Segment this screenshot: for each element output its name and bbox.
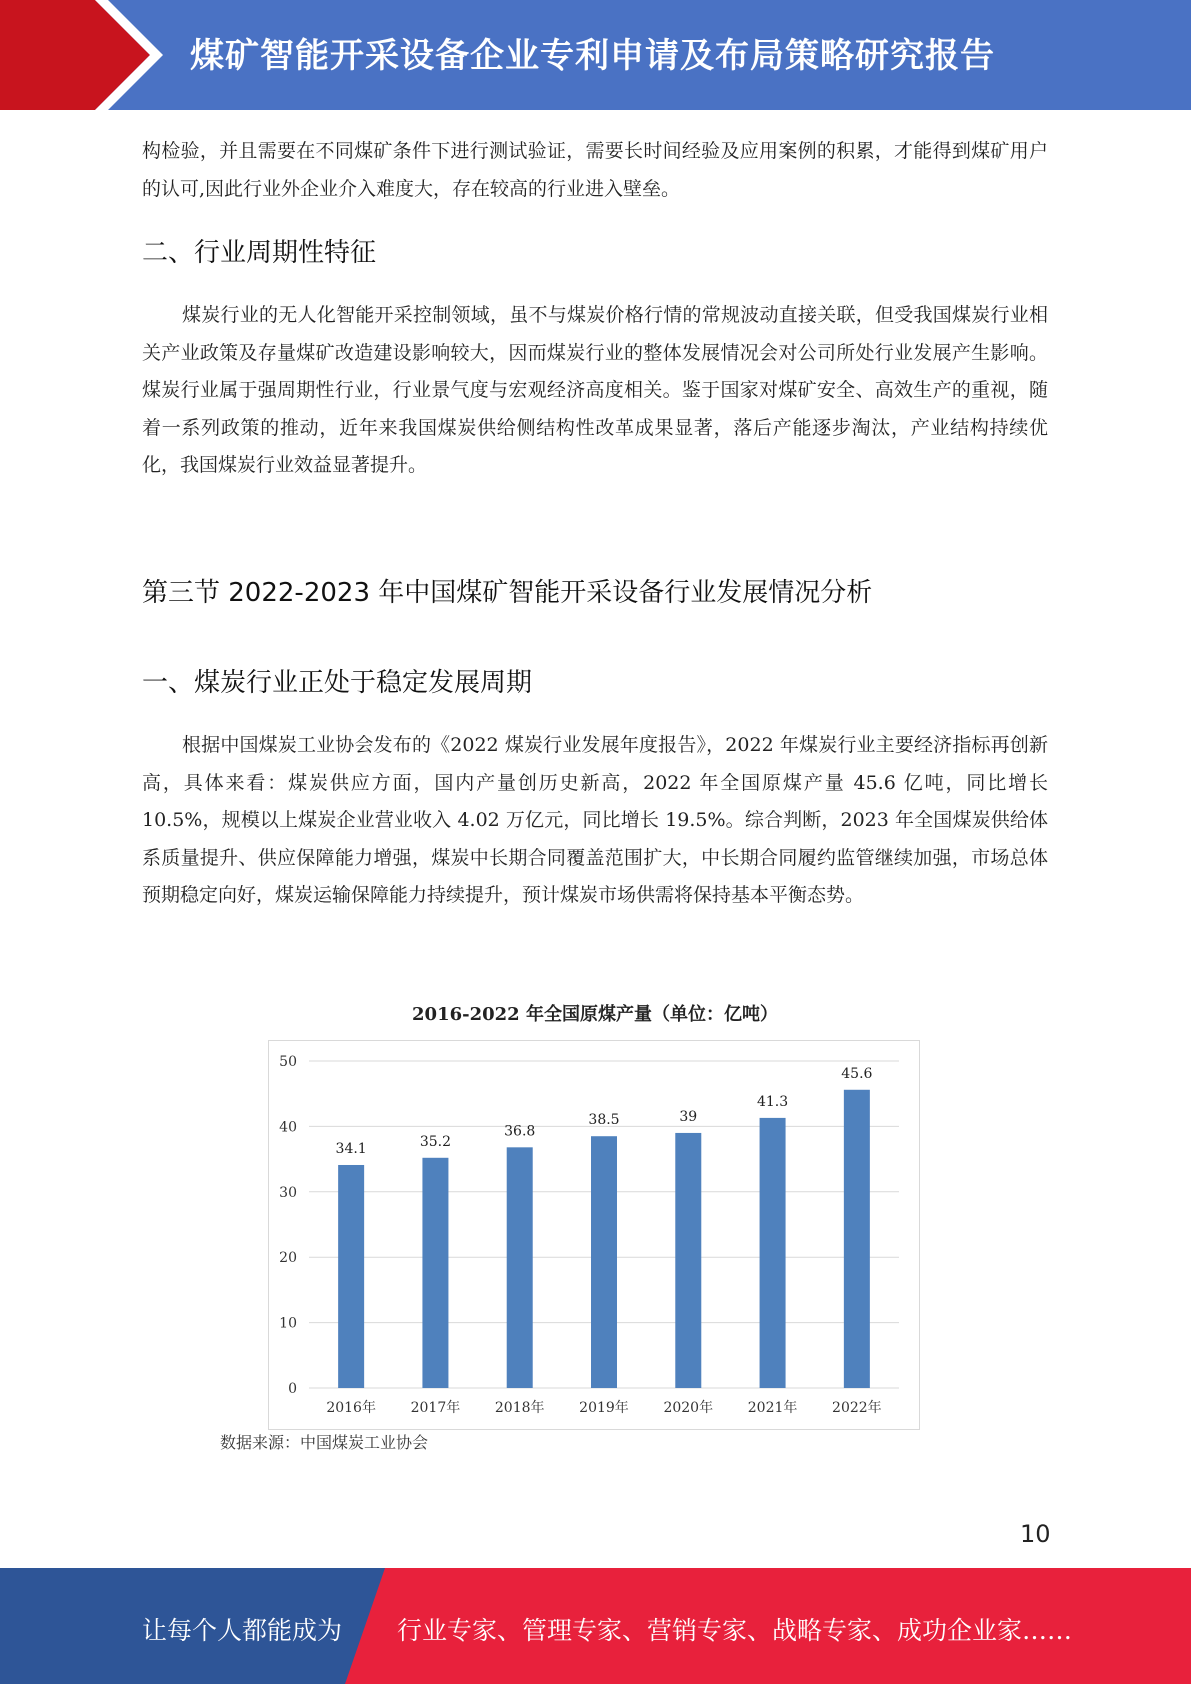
heading-stable-cycle: 一、煤炭行业正处于稳定发展周期 [142, 668, 533, 698]
data-label: 36.8 [504, 1123, 536, 1140]
paragraph-text: 构检验，并且需要在不同煤矿条件下进行测试验证，需要长时间经验及应用案例的积累，才能得到煤矿用户的认可,因此行业外企业介入难度大，存在较高的行业进入壁垒。 [142, 140, 1048, 200]
page-header [0, 0, 1191, 110]
bar [760, 1118, 786, 1388]
chart-title: 2016-2022 年全国原煤产量（单位：亿吨） [412, 1004, 778, 1025]
x-tick-label: 2016年 [326, 1400, 376, 1416]
x-tick-label: 2021年 [747, 1400, 798, 1416]
y-tick-label: 50 [279, 1054, 297, 1070]
report-title: 煤矿智能开采设备企业专利申请及布局策略研究报告 [190, 36, 995, 76]
y-tick-label: 20 [279, 1250, 297, 1267]
page-number: 10 [1020, 1520, 1051, 1548]
section-title: 第三节 2022-2023 年中国煤矿智能开采设备行业发展情况分析 [142, 578, 873, 608]
footer-slogan-right: 行业专家、管理专家、营销专家、战略专家、成功企业家…… [397, 1616, 1073, 1645]
bar-chart [269, 1041, 919, 1429]
bar [338, 1165, 364, 1388]
x-tick-label: 2020年 [663, 1400, 714, 1416]
x-tick-label: 2017年 [410, 1400, 461, 1416]
data-label: 39 [679, 1108, 698, 1125]
data-label: 35.2 [419, 1133, 452, 1150]
y-tick-label: 10 [279, 1315, 297, 1332]
x-tick-label: 2019年 [579, 1400, 629, 1416]
chart-frame [268, 1040, 920, 1430]
bar [675, 1133, 701, 1388]
data-label: 38.5 [588, 1112, 620, 1129]
footer-slogan-left: 让每个人都能成为 [142, 1616, 343, 1645]
y-tick-label: 0 [288, 1381, 297, 1397]
x-tick-label: 2022年 [832, 1400, 882, 1416]
heading-cyclical: 二、行业周期性特征 [142, 238, 377, 268]
y-tick-label: 40 [279, 1119, 297, 1136]
paragraph-text: 煤炭行业的无人化智能开采控制领域，虽不与煤炭价格行情的常规波动直接关联，但受我国煤炭行业相关产业政策及存量煤矿改造建设影响较大，因而煤炭行业的整体发展情况会对公司所处行业发展产生影响。煤炭行业属于强周期性行业，行业景气度与宏观经济高度相关。鉴于国家对煤矿安全、高效生产的重视，随着一系列政策的推动，近年来我国煤炭供给侧结构性改革成果显著，落后产能逐步淘汰，产业结构持续优化，我国煤炭行业效益显著提升。 [142, 304, 1048, 476]
data-label: 34.1 [335, 1140, 367, 1157]
data-label: 41.3 [756, 1093, 789, 1110]
data-label: 45.6 [841, 1065, 873, 1082]
x-tick-label: 2018年 [494, 1400, 545, 1416]
bar [844, 1090, 870, 1388]
y-tick-label: 30 [279, 1184, 297, 1201]
header-arrow-decoration [0, 0, 170, 110]
data-source: 数据来源：中国煤炭工业协会 [220, 1433, 429, 1452]
bar [422, 1158, 448, 1388]
paragraph-text: 根据中国煤炭工业协会发布的《2022 煤炭行业发展年度报告》，2022 年煤炭行业主要经济指标再创新高，具体来看：煤炭供应方面，国内产量创历史新高，2022 年全国原煤产量 45.6 亿吨，同比增长 10.5%，规模以上煤炭企业营业收入 4.02 万亿元，同比增长 19.5%。综合判断，2023 年全国煤炭供给体系质量提升、供应保障能力增强，煤炭中长期合同覆盖范围扩大，中长期合同履约监管继续加强，市场总体预期稳定向好，煤炭运输保障能力持续提升，预计煤炭市场供需将保持基本平衡态势。 [142, 734, 1048, 906]
bar [591, 1136, 617, 1388]
paragraph-stable-cycle [142, 727, 1048, 915]
paragraph-cyclical [142, 297, 1048, 485]
paragraph-barrier-continued [142, 133, 1048, 208]
bar [507, 1147, 533, 1388]
